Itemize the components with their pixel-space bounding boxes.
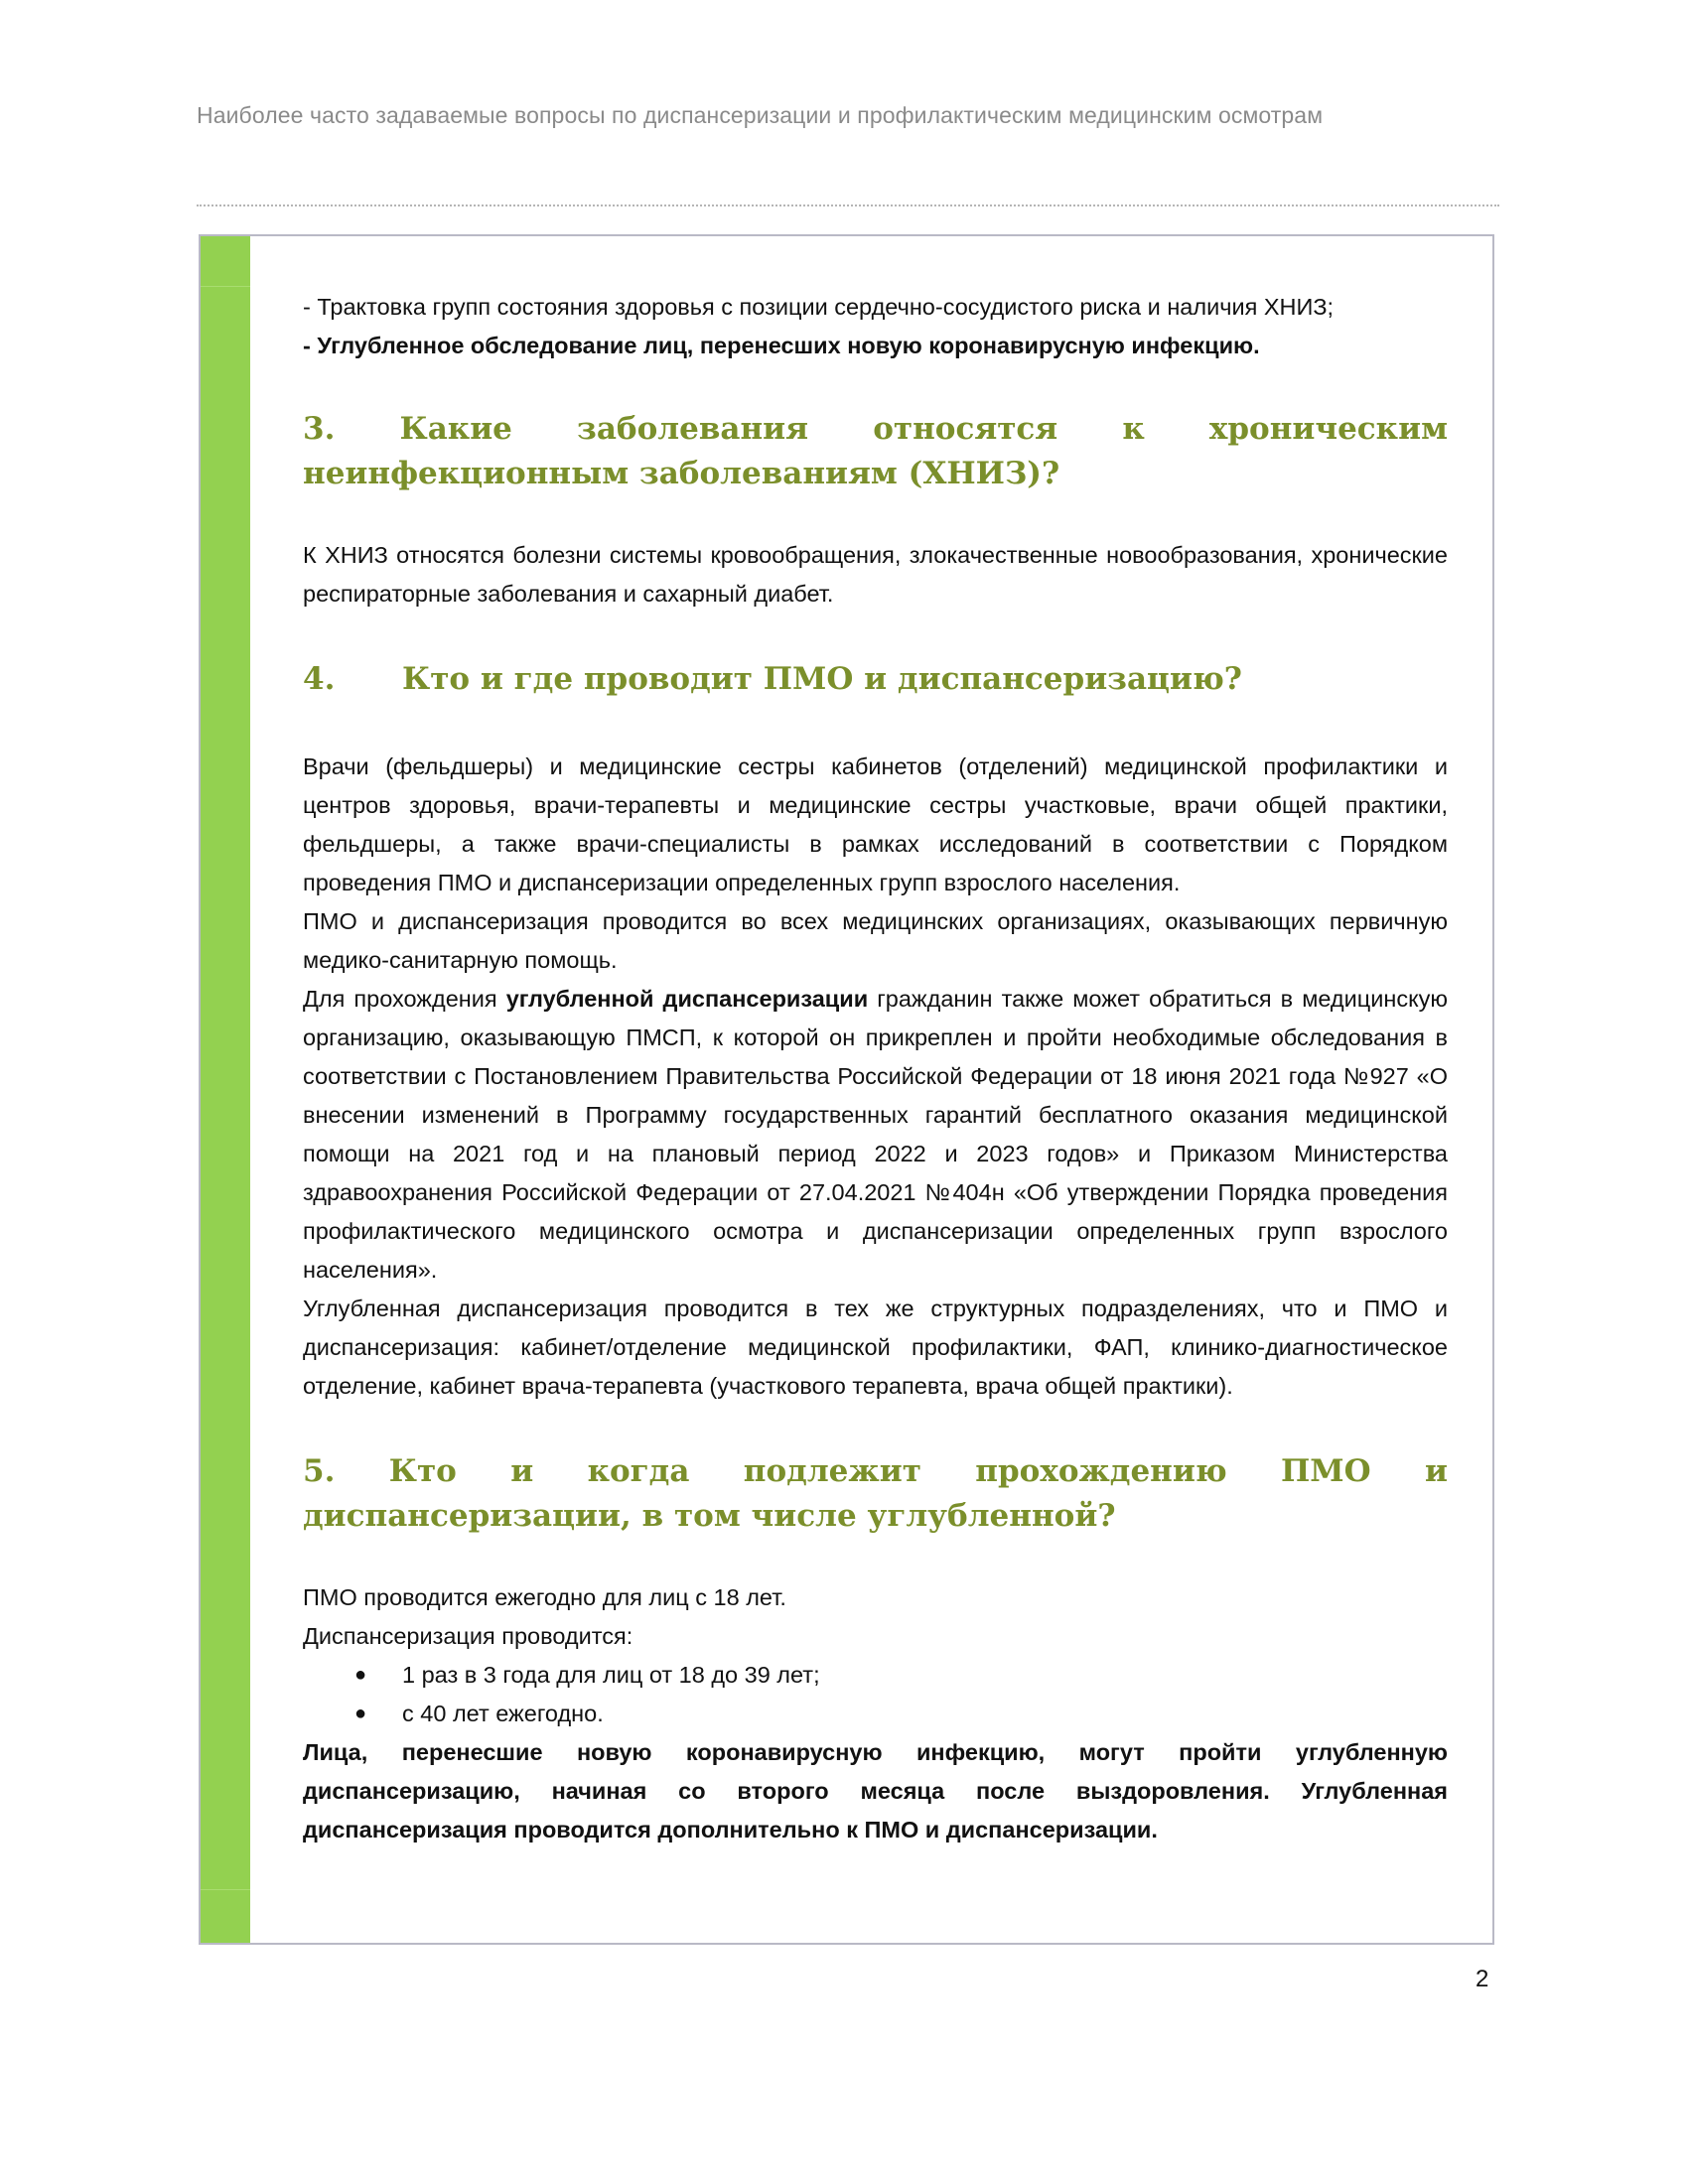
question-3-number: 3. bbox=[303, 411, 336, 447]
question-4-heading bbox=[303, 657, 1448, 702]
question-3-title-line-1: Какие заболевания относятся к хроническим bbox=[399, 411, 1448, 447]
paragraph-3-lead: Для прохождения bbox=[303, 986, 506, 1012]
document-body bbox=[303, 288, 1448, 1849]
paragraph-3-rest: гражданин также может обратиться в медицинскую организацию, оказывающую ПМСП, к которой он прикреплен и пройти необходимые обследования в соответствии с Постановлением Правительства Российской Федерации от 18 июня 2021 года №927 «О внесении изменений в Программу государственных гарантий бесплатного оказания медицинской помощи на 2021 год и на плановый период 2022 и 2023 годов» и Приказом Министерства здравоохранения Российской Федерации от 27.04.2021 №404н «Об утверждении Порядка проведения профилактического медицинского осмотра и диспансеризации определенных групп взрослого населения». bbox=[303, 986, 1448, 1283]
question-4-paragraph-2: ПМО и диспансеризация проводится во всех медицинских организациях, оказывающих первичную медико-санитарную помощь. bbox=[303, 908, 1448, 973]
list-item bbox=[303, 1656, 1448, 1695]
question-5-title-line-2: диспансеризации, в том числе углубленной? bbox=[303, 1498, 1116, 1534]
question-3-answer: К ХНИЗ относятся болезни системы кровообращения, злокачественные новообразования, хронические респираторные заболевания и сахарный диабет. bbox=[303, 542, 1448, 607]
question-3-heading bbox=[303, 407, 1448, 496]
question-4-paragraph-4: Углубленная диспансеризация проводится в тех же структурных подразделениях, что и ПМО и диспансеризация: кабинет/отделение медицинской профилактики, ФАП, клинико-диагностическое отделение, кабинет врача-терапевта (участкового терапевта, врача общей практики). bbox=[303, 1296, 1448, 1399]
bullet-list bbox=[303, 1656, 1448, 1733]
question-5-paragraph-3: Лица, перенесшие новую коронавирусную инфекцию, могут пройти углубленную диспансеризацию, начиная со второго месяца после выздоровления. Углубленная диспансеризация проводится дополнительно к ПМО и диспансеризации. bbox=[303, 1739, 1448, 1843]
question-5-number: 5. bbox=[303, 1453, 336, 1489]
question-4-paragraph-3 bbox=[303, 980, 1448, 1290]
bullet-icon: ● bbox=[354, 1703, 367, 1724]
list-item-text: с 40 лет ежегодно. bbox=[402, 1701, 604, 1726]
question-5-title-line-1: Кто и когда подлежит прохождению ПМО и bbox=[388, 1453, 1448, 1489]
intro-line-2: - Углубленное обследование лиц, перенесших новую коронавирусную инфекцию. bbox=[303, 333, 1260, 358]
content-box bbox=[199, 234, 1494, 1945]
list-item bbox=[303, 1695, 1448, 1733]
question-4-paragraph-1: Врачи (фельдшеры) и медицинские сестры кабинетов (отделений) медицинской профилактики и центров здоровья, врачи-терапевты и медицинские сестры участковые, врачи общей практики, фельдшеры, а также врачи-специалисты в рамках исследований в соответствии с Порядком проведения ПМО и диспансеризации определенных групп взрослого населения. bbox=[303, 753, 1448, 895]
list-item-text: 1 раз в 3 года для лиц от 18 до 39 лет; bbox=[402, 1662, 820, 1688]
page-number: 2 bbox=[1476, 1966, 1489, 1992]
question-5-heading-line-1 bbox=[303, 1449, 1448, 1494]
running-header: Наиболее часто задаваемые вопросы по диспансеризации и профилактическим медицинским осмотрам bbox=[197, 102, 1324, 128]
bar-seam bbox=[201, 1889, 250, 1890]
bullet-icon: ● bbox=[354, 1664, 367, 1686]
accent-sidebar-bar bbox=[201, 236, 250, 1943]
question-3-heading-line-1 bbox=[303, 407, 1448, 452]
header-divider bbox=[197, 205, 1499, 206]
question-5-heading bbox=[303, 1449, 1448, 1539]
bar-seam bbox=[201, 286, 250, 287]
question-3-title-line-2: неинфекционным заболеваниям (ХНИЗ)? bbox=[303, 456, 1060, 491]
question-5-paragraph-2: Диспансеризация проводится: bbox=[303, 1623, 633, 1649]
paragraph-3-bold-term: углубленной диспансеризации bbox=[505, 986, 869, 1012]
question-5-paragraph-1: ПМО проводится ежегодно для лиц с 18 лет. bbox=[303, 1584, 786, 1610]
question-4-title: Кто и где проводит ПМО и диспансеризацию? bbox=[402, 661, 1242, 697]
intro-line-1: - Трактовка групп состояния здоровья с позиции сердечно-сосудистого риска и наличия ХНИЗ; bbox=[303, 294, 1335, 320]
question-4-number: 4. bbox=[303, 661, 336, 697]
